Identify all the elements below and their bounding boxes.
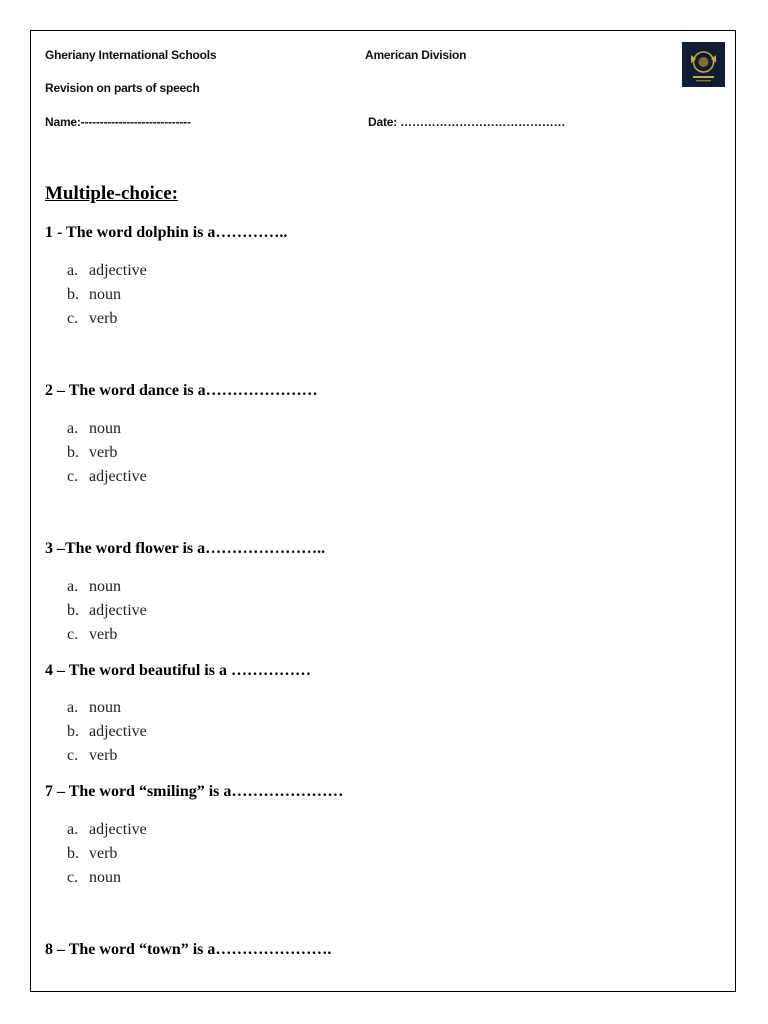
option[interactable]: b. adjective — [67, 602, 147, 619]
option[interactable]: a. noun — [67, 578, 121, 595]
option[interactable]: a. adjective — [67, 262, 147, 279]
division-name: American Division — [365, 48, 467, 62]
option[interactable]: b. verb — [67, 845, 118, 862]
worksheet-page — [30, 30, 736, 992]
option[interactable]: a. noun — [67, 699, 121, 716]
date-field[interactable]: Date: …………………………………… — [368, 115, 566, 129]
options-7 — [67, 818, 147, 890]
option[interactable]: c. verb — [67, 310, 118, 327]
school-logo — [682, 42, 725, 87]
name-field[interactable]: Name:----------------------------- — [45, 115, 191, 129]
options-3 — [67, 575, 147, 647]
options-1 — [67, 259, 147, 331]
crest-icon — [682, 42, 725, 87]
question-8: 8 – The word “town” is a…………………. — [45, 941, 332, 958]
options-4 — [67, 696, 147, 768]
question-1: 1 - The word dolphin is a………….. — [45, 224, 288, 241]
option[interactable]: a. noun — [67, 420, 121, 437]
question-3: 3 –The word flower is a………………….. — [45, 540, 326, 557]
option[interactable]: a. adjective — [67, 821, 147, 838]
school-name: Gheriany International Schools — [45, 48, 217, 62]
options-2 — [67, 417, 147, 489]
option[interactable]: c. adjective — [67, 468, 147, 485]
option[interactable]: c. verb — [67, 747, 118, 764]
question-2: 2 – The word dance is a………………… — [45, 382, 318, 399]
option[interactable]: b. noun — [67, 286, 121, 303]
worksheet-subtitle: Revision on parts of speech — [45, 81, 200, 95]
question-4: 4 – The word beautiful is a …………… — [45, 662, 311, 679]
option[interactable]: c. verb — [67, 626, 118, 643]
question-7: 7 – The word “smiling” is a………………… — [45, 783, 344, 800]
section-title: Multiple-choice: — [45, 183, 178, 204]
option[interactable]: b. adjective — [67, 723, 147, 740]
option[interactable]: c. noun — [67, 869, 121, 886]
option[interactable]: b. verb — [67, 444, 118, 461]
